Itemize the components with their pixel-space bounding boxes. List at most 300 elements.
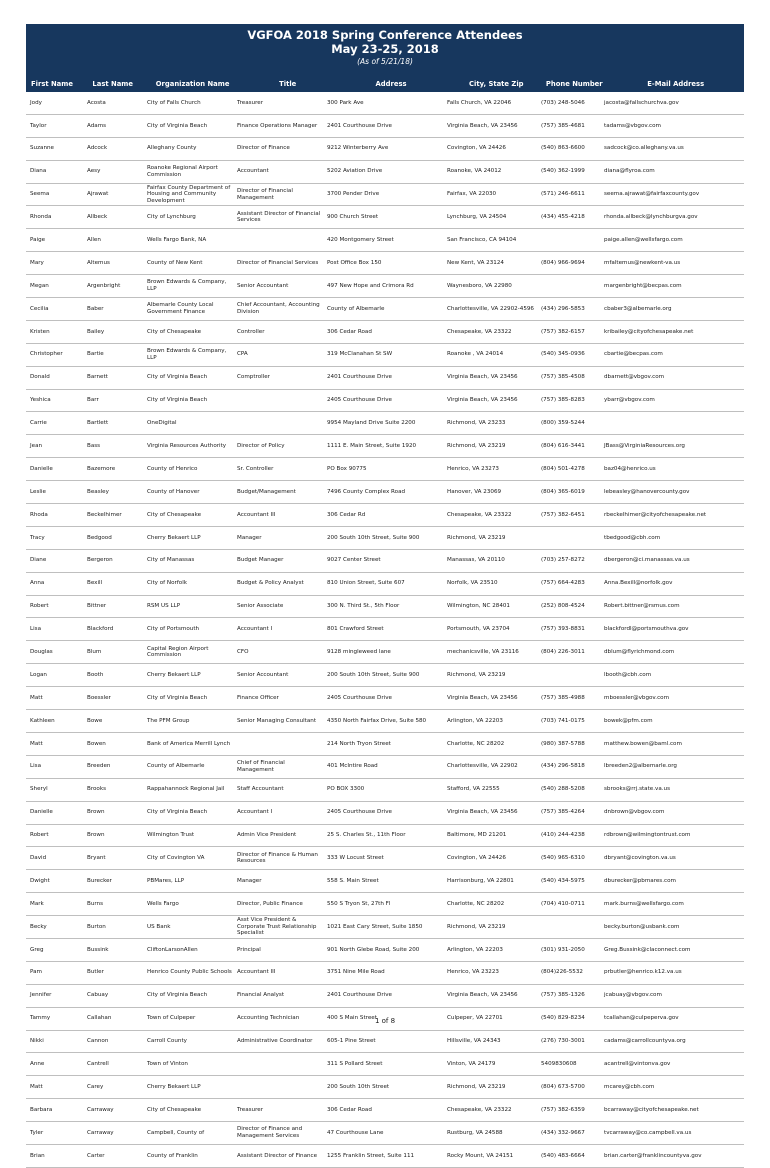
email-cell: bowek@pfm.com [604, 717, 653, 724]
organization-cell: Wells Fargo Bank, NA [147, 236, 207, 243]
email-cell: Robert.bittner@rsmus.com [604, 603, 680, 610]
table-row [26, 252, 744, 275]
organization-cell: US Bank [147, 923, 171, 930]
first-name-cell: Lisa [30, 763, 42, 770]
phone-cell [538, 275, 601, 297]
phone-cell: (757) 385-4681 [541, 122, 585, 129]
email-cell: paige.allen@wellsfargo.com [604, 236, 683, 243]
address-cell: County of Albemarle [327, 305, 385, 312]
email-cell: dburecker@pbmares.com [604, 877, 676, 884]
table-row [26, 206, 744, 229]
organization-cell: City of Covington VA [147, 855, 205, 862]
organization-cell: City of Virginia Beach [147, 809, 208, 816]
table-row [26, 985, 744, 1008]
first-name-cell: Sheryl [30, 786, 48, 793]
column-header-first-name: First Name [31, 80, 73, 88]
city-state-zip-cell: Virginia Beach, VA 23456 [447, 122, 518, 129]
last-name-cell: Altemus [87, 259, 110, 266]
table-row [26, 435, 744, 458]
organization-cell: County of Henrico [147, 465, 198, 472]
table-row [26, 458, 744, 481]
first-name-cell: Barbara [30, 1106, 53, 1113]
organization-cell: Henrico County Public Schools [147, 969, 232, 976]
title-cell: Accountant III [237, 969, 276, 976]
phone-cell: (757) 385-4508 [541, 374, 585, 381]
first-name-cell: Becky [30, 923, 47, 930]
address-cell: 2401 Courthouse Drive [327, 374, 392, 381]
email-cell: acantrell@vintonva.gov [604, 1061, 671, 1068]
title-cell: Comptroller [237, 374, 270, 381]
city-state-zip-cell: Richmond, VA 23219 [447, 671, 506, 678]
page-number: 1 of 8 [374, 1017, 396, 1025]
address-cell: 200 South 10th Street [327, 1083, 390, 1090]
email-cell: rbeckelhimer@cityofchesapeake.net [604, 511, 707, 518]
phone-cell: (704) 410-0711 [541, 900, 585, 907]
city-state-zip-cell: Norfolk, VA 23510 [447, 580, 498, 587]
address-cell: 9212 Winterberry Ave [327, 145, 389, 152]
last-name-cell: Ajrawat [87, 191, 109, 198]
organization-cell: Bank of America Merrill Lynch [147, 740, 231, 747]
first-name-cell: Danielle [30, 809, 53, 816]
city-state-zip-cell: Baltimore, MD 21201 [447, 832, 507, 839]
address-cell: 47 Courthouse Lane [327, 1129, 384, 1136]
address-cell: 400 S Main Street [327, 1015, 377, 1022]
city-state-zip-cell: Charlotte, NC 28202 [447, 740, 505, 747]
title-cell: Senior Accountant [237, 282, 289, 289]
first-name-cell: Christopher [30, 351, 63, 358]
organization-cell: County of Albemarle [147, 763, 205, 770]
organization-cell: County of Franklin [147, 1152, 198, 1159]
city-state-zip-cell: Arlington, VA 22203 [447, 717, 503, 724]
organization-cell: Fairfax County Department of Housing and Community Development [147, 184, 231, 204]
city-state-zip-cell: Falls Church, VA 22046 [447, 99, 512, 106]
email-cell: lbooth@cbh.com [604, 671, 652, 678]
last-name-cell: Cabuay [87, 992, 109, 999]
table-row [26, 298, 744, 321]
organization-cell: The PFM Group [147, 717, 190, 724]
title-cell: Director of Policy [237, 443, 285, 449]
email-cell: becky.burton@usbank.com [604, 923, 680, 930]
organization-cell: City of Manassas [147, 557, 195, 564]
table-row [26, 893, 744, 916]
phone-cell: (540) 965-6310 [541, 855, 585, 862]
column-header-email: E-Mail Address [647, 80, 705, 88]
last-name-cell: Bailey [87, 328, 105, 335]
first-name-cell: Matt [30, 694, 43, 701]
last-name-cell: Allen [87, 236, 101, 243]
address-cell: 1021 East Cary Street, Suite 1850 [327, 923, 423, 930]
organization-cell: CliftonLarsonAllen [147, 946, 198, 953]
phone-cell: (757) 382-6359 [541, 1106, 585, 1113]
last-name-cell: Baber [87, 305, 104, 312]
city-state-zip-cell: Hanover, VA 23069 [447, 488, 502, 495]
table-row [26, 1031, 744, 1054]
title-cell: Budget/Management [237, 488, 296, 495]
last-name-cell: Carter [87, 1152, 105, 1159]
table-row [26, 504, 744, 527]
last-name-cell: Argenbright [87, 282, 121, 289]
title-cell: Director of Financial Services [237, 259, 319, 266]
title-cell: Controller [237, 328, 265, 335]
organization-cell: Cherry Bekaert LLP [147, 671, 201, 678]
phone-cell: (804) 616-3441 [541, 443, 585, 449]
first-name-cell: Pam [30, 969, 42, 976]
address-cell: 420 Montgomery Street [327, 236, 394, 243]
address-cell: 2405 Courthouse Drive [327, 809, 392, 816]
organization-cell: City of Chesapeake [147, 328, 202, 335]
last-name-cell: Beckelhimer [87, 511, 122, 518]
city-state-zip-cell: Roanoke , VA 24014 [447, 351, 504, 358]
last-name-cell: Carraway [87, 1129, 114, 1136]
title-cell [234, 733, 324, 755]
title-cell: Financial Analyst [237, 992, 285, 999]
city-state-zip-cell: Richmond, VA 23219 [447, 443, 506, 449]
address-cell: 214 North Tryon Street [327, 740, 391, 747]
title-cell: Director of Financial Management [237, 187, 293, 201]
last-name-cell: Barnett [87, 374, 108, 381]
table-row [26, 92, 744, 115]
email-cell: mcarey@cbh.com [604, 1083, 655, 1090]
first-name-cell: Mark [30, 900, 44, 907]
phone-cell: (757) 385-4264 [541, 809, 585, 816]
conference-dates: May 23-25, 2018 [331, 42, 439, 56]
first-name-cell: Jean [30, 443, 43, 449]
city-state-zip-cell: Chesapeake, VA 23322 [447, 1106, 512, 1113]
first-name-cell: David [30, 855, 47, 862]
organization-cell: Albemarle County Local Government Finance [147, 302, 214, 315]
last-name-cell: Butler [87, 969, 104, 976]
title-cell: Chief Accountant, Accounting Division [237, 302, 320, 315]
table-row [26, 802, 744, 825]
organization-cell: Capital Region Airport Commission [147, 645, 209, 659]
city-state-zip-cell: Chesapeake, VA 23322 [447, 328, 512, 335]
phone-cell: (757) 385-1326 [541, 992, 585, 999]
last-name-cell: Allbeck [87, 214, 108, 221]
phone-cell: (434) 455-4218 [541, 214, 585, 221]
city-state-zip-cell: San Francisco, CA 94104 [447, 236, 517, 243]
table-row [26, 550, 744, 573]
first-name-cell: Cecilia [30, 305, 49, 312]
email-cell: diana@flyroa.com [604, 168, 655, 175]
title-cell: Asst Vice President & Corporate Trust Relationship Specialist [237, 917, 317, 937]
title-cell [234, 229, 324, 251]
email-cell: Greg.Bussink@claconnect.com [604, 946, 691, 953]
city-state-zip-cell: Harrisonburg, VA 22801 [447, 877, 514, 884]
first-name-cell: Suzanne [30, 145, 54, 152]
title-cell [234, 1053, 324, 1075]
table-row [26, 618, 744, 641]
title-cell: Chief of Financial Management [237, 760, 285, 773]
city-state-zip-cell: Charlotte, NC 28202 [447, 900, 505, 907]
last-name-cell: Bartie [87, 351, 104, 358]
email-cell: lebeasley@hanovercounty.gov [604, 488, 690, 495]
first-name-cell: Diana [30, 168, 47, 175]
column-header-row [26, 77, 744, 92]
table-row [26, 573, 744, 596]
title-cell: Director of Finance [237, 145, 290, 152]
title-cell: Director, Public Finance [237, 900, 303, 907]
organization-cell: County of Hanover [147, 488, 200, 495]
table-row [26, 779, 744, 802]
title-cell: Senior Accountant [237, 671, 289, 678]
address-cell: 9128 mingleweed lane [327, 649, 391, 656]
organization-cell: Campbell, County of [147, 1129, 205, 1136]
email-cell: tcallahan@culpeperva.gov [604, 1015, 679, 1022]
last-name-cell: Aesy [87, 168, 101, 175]
city-state-zip-cell: Portsmouth, VA 23704 [447, 626, 510, 633]
address-cell: 1111 E. Main Street, Suite 1920 [327, 443, 417, 449]
title-cell: CPA [237, 351, 248, 358]
email-cell: jcabuay@vbgov.com [604, 992, 662, 999]
table-row [26, 939, 744, 962]
first-name-cell: Kathleen [30, 717, 55, 724]
city-state-zip-cell: Waynesboro, VA 22980 [447, 282, 512, 289]
last-name-cell: Bazemore [87, 465, 116, 472]
city-state-zip-cell: Chesapeake, VA 23322 [447, 511, 512, 518]
organization-cell: City of Falls Church [147, 99, 201, 106]
first-name-cell: Lisa [30, 626, 42, 633]
last-name-cell: Callahan [87, 1015, 112, 1022]
address-cell: 3700 Pender Drive [327, 191, 380, 198]
title-cell: Senior Associate [237, 603, 284, 610]
phone-cell: (703) 257-8272 [541, 557, 585, 564]
title-cell: Administrative Coordinator [237, 1038, 313, 1045]
organization-cell: City of Lynchburg [147, 214, 196, 221]
last-name-cell: Brown [87, 832, 105, 839]
address-cell: 9027 Center Street [327, 557, 381, 564]
organization-cell: RSM US LLP [147, 603, 181, 610]
address-cell: Post Office Box 150 [327, 259, 382, 266]
last-name-cell: Bussink [87, 946, 109, 953]
phone-cell: (757) 393-8831 [541, 626, 585, 633]
city-state-zip-cell: Virginia Beach, VA 23456 [447, 374, 518, 381]
email-cell: JBass@VirginiaResources.org [604, 443, 685, 449]
table-row [26, 687, 744, 710]
last-name-cell: Acosta [87, 99, 106, 106]
table-row [26, 733, 744, 756]
address-cell: 2401 Courthouse Drive [327, 992, 392, 999]
organization-cell: City of Virginia Beach [147, 397, 208, 404]
phone-cell: (540) 288-5208 [541, 786, 585, 793]
table-row [26, 367, 744, 390]
address-cell: 319 McClanahan St SW [327, 351, 393, 358]
first-name-cell: Rhoda [30, 511, 48, 518]
email-cell: matthew.bowen@baml.com [604, 740, 682, 747]
title-cell: Accountant [237, 168, 269, 175]
address-cell: 605-1 Pine Street [327, 1038, 376, 1045]
last-name-cell: Bowe [87, 717, 103, 724]
email-cell: rhonda.allbeck@lynchburgva.gov [604, 214, 698, 221]
phone-cell: (540) 863-6600 [541, 145, 585, 152]
email-cell: cbaber3@albemarle.org [604, 305, 672, 312]
first-name-cell: Greg [30, 946, 44, 953]
last-name-cell: Breeden [87, 763, 111, 770]
address-cell: 801 Crawford Street [327, 626, 384, 633]
first-name-cell: Paige [30, 236, 46, 243]
first-name-cell: Jody [30, 99, 42, 106]
table-row [26, 481, 744, 504]
document-title: VGFOA 2018 Spring Conference Attendees [247, 28, 523, 42]
address-cell: 5202 Aviation Drive [327, 168, 383, 175]
organization-cell: OneDigital [147, 420, 177, 427]
table-row [26, 664, 744, 687]
title-cell: Assistant Director of Finance [237, 1152, 318, 1159]
first-name-cell: Robert [30, 832, 49, 839]
title-cell [234, 390, 324, 412]
table-row [26, 229, 744, 252]
first-name-cell: Anne [30, 1061, 45, 1068]
organization-cell: City of Virginia Beach [147, 122, 208, 129]
last-name-cell: Blackford [87, 626, 114, 633]
table-row [26, 870, 744, 893]
city-state-zip-cell: Virginia Beach, VA 23456 [447, 809, 518, 816]
first-name-cell: Donald [30, 374, 50, 381]
address-cell: 306 Cedar Road [327, 328, 372, 335]
organization-cell: Virginia Resources Authority [147, 443, 227, 449]
organization-cell: Rappahannock Regional Jail [147, 786, 225, 793]
table-row [26, 390, 744, 413]
city-state-zip-cell: Richmond, VA 23219 [447, 534, 506, 541]
last-name-cell: Burecker [87, 877, 112, 884]
address-cell: 900 Church Street [327, 214, 379, 221]
first-name-cell: Megan [30, 282, 49, 289]
email-cell: sbrooks@rrj.state.va.us [604, 786, 670, 793]
address-cell: 550 S Tryon St, 27th Fl [327, 900, 391, 907]
last-name-cell: Adcock [87, 145, 108, 152]
phone-cell: (540) 362-1999 [541, 168, 585, 175]
city-state-zip-cell: Charlottesville, VA 22902 [447, 763, 518, 770]
address-cell: 2401 Courthouse Drive [327, 122, 392, 129]
title-cell: Staff Accountant [237, 786, 284, 793]
email-cell: tvcarraway@co.campbell.va.us [604, 1129, 692, 1136]
organization-cell: Brown Edwards & Company, LLP [147, 348, 227, 361]
first-name-cell: Kristen [30, 328, 50, 335]
title-cell [234, 1076, 324, 1098]
first-name-cell: Logan [30, 671, 47, 678]
city-state-zip-cell: Manassas, VA 20110 [447, 557, 505, 564]
title-cell: Finance Officer [237, 694, 279, 701]
first-name-cell: Mary [30, 259, 44, 266]
email-cell: dbarnett@vbgov.com [604, 374, 665, 381]
organization-cell: Wilmington Trust [147, 832, 195, 839]
table-row [26, 275, 744, 298]
table-row [26, 344, 744, 367]
address-cell: 4350 North Fairfax Drive, Suite 580 [327, 717, 427, 724]
city-state-zip-cell: Virginia Beach, VA 23456 [447, 694, 518, 701]
phone-cell: (252) 808-4524 [541, 603, 585, 610]
organization-cell: Alleghany County [147, 145, 197, 152]
city-state-zip-cell: mechanicsville, VA 23116 [447, 649, 519, 656]
title-cell: Manager [237, 534, 262, 541]
first-name-cell: Leslie [30, 488, 46, 495]
email-cell: rdbrown@wilmingtontrust.com [604, 832, 691, 839]
email-cell: dnbrown@vbgov.com [604, 809, 665, 816]
email-cell: dbryant@covington.va.us [604, 855, 676, 862]
phone-cell: (804) 226-3011 [541, 649, 585, 656]
address-cell: 810 Union Street, Suite 607 [327, 580, 405, 587]
phone-cell [538, 229, 601, 251]
city-state-zip-cell: Henrico, VA 23223 [447, 969, 499, 976]
organization-cell: Brown Edwards & Company, LLP [147, 279, 227, 293]
table-row [26, 527, 744, 550]
email-cell: jacosta@fallschurchva.gov [604, 99, 679, 106]
phone-cell: (757) 382-6451 [541, 511, 585, 518]
city-state-zip-cell: New Kent, VA 23124 [447, 259, 504, 266]
phone-cell: (703) 741-0175 [541, 717, 585, 724]
phone-cell: (804)226-5532 [541, 969, 583, 976]
city-state-zip-cell: Rustburg, VA 24588 [447, 1129, 503, 1136]
last-name-cell: Bryant [87, 855, 106, 862]
organization-cell: City of Norfolk [147, 580, 188, 587]
last-name-cell: Cannon [87, 1038, 109, 1045]
table-row [26, 1053, 744, 1076]
title-cell: Accountant III [237, 511, 276, 518]
address-cell: 25 S. Charles St., 11th Floor [327, 832, 406, 839]
email-cell: prbutler@henrico.k12.va.us [604, 969, 682, 976]
address-cell: 300 Park Ave [327, 99, 364, 106]
phone-cell: (804) 673-5700 [541, 1083, 585, 1090]
phone-cell: (757) 385-4988 [541, 694, 585, 701]
table-row [26, 1145, 744, 1168]
document-header [26, 24, 744, 77]
organization-cell: Wells Fargo [147, 900, 179, 907]
phone-cell: (800) 359-5244 [541, 420, 585, 427]
column-header-city-state-zip: City, State Zip [469, 80, 524, 88]
last-name-cell: Brooks [87, 786, 107, 793]
title-cell [234, 412, 324, 434]
address-cell: 200 South 10th Street, Suite 900 [327, 671, 420, 678]
organization-cell: City of Chesapeake [147, 1106, 202, 1113]
last-name-cell: Adams [87, 122, 107, 129]
table-row [26, 161, 744, 184]
first-name-cell: Seema [30, 191, 50, 198]
title-cell: Admin Vice President [237, 832, 297, 839]
address-cell: 2405 Courthouse Drive [327, 397, 392, 404]
last-name-cell: Carey [87, 1083, 104, 1090]
address-cell: 300 N. Third St., 5th Floor [327, 603, 400, 610]
attendee-table-body [26, 92, 744, 1168]
email-cell [601, 412, 744, 434]
email-cell: kribailey@cityofchesapeake.net [604, 328, 694, 335]
address-cell: 306 Cedar Road [327, 1106, 372, 1113]
phone-cell [538, 664, 601, 686]
table-row [26, 756, 744, 779]
phone-cell: (571) 246-6611 [541, 191, 585, 198]
column-header-address: Address [375, 80, 407, 88]
address-cell: 1255 Franklin Street, Suite 111 [327, 1152, 415, 1159]
last-name-cell: Carraway [87, 1106, 114, 1113]
first-name-cell: Danielle [30, 465, 53, 472]
first-name-cell: Matt [30, 740, 43, 747]
address-cell: PO BOX 3300 [327, 786, 365, 793]
organization-cell: City of Virginia Beach [147, 374, 208, 381]
city-state-zip-cell: Arlington, VA 22203 [447, 946, 503, 953]
phone-cell: (757) 382-6157 [541, 328, 585, 335]
title-cell: Accountant I [237, 809, 273, 816]
email-cell: ybarr@vbgov.com [604, 397, 655, 404]
title-cell: Accounting Technician [237, 1015, 300, 1022]
organization-cell: City of Chesapeake [147, 511, 202, 518]
column-header-organization: Organization Name [155, 80, 230, 88]
last-name-cell: Burns [87, 900, 104, 907]
last-name-cell: Brown [87, 809, 105, 816]
table-row [26, 1099, 744, 1122]
first-name-cell: Douglas [30, 649, 53, 656]
title-cell: CFO [237, 649, 249, 656]
email-cell: brian.carter@franklincountyva.gov [604, 1152, 702, 1159]
last-name-cell: Bexill [87, 580, 103, 587]
email-cell: mfaltemus@newkent-va.us [604, 259, 681, 266]
